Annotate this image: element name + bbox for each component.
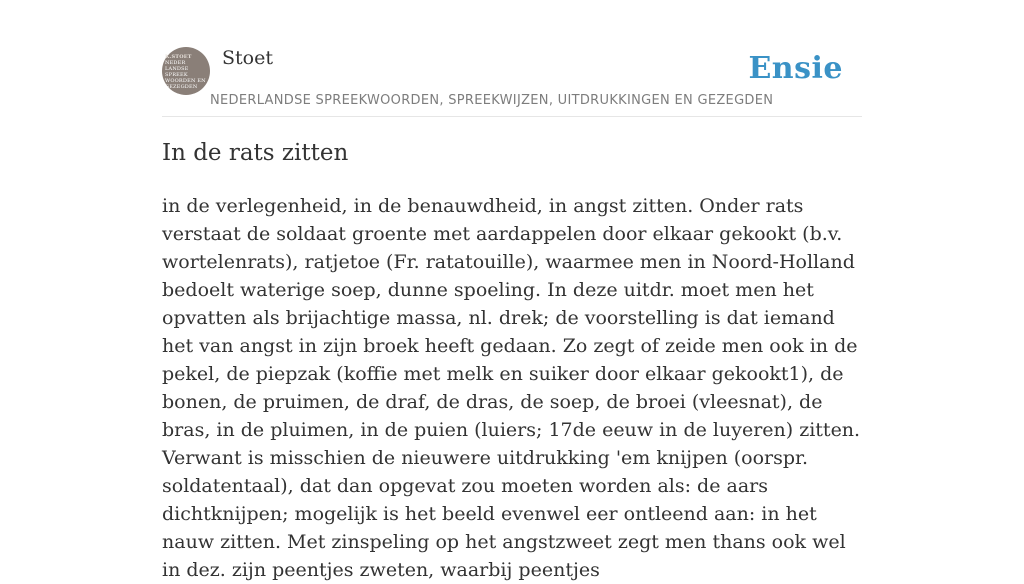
entry-body: in de verlegenheid, in de benauwdheid, in angst zitten. Onder rats verstaat de soldaat groente met aardappelen door elkaar gekookt (b.v. wortelenrats), ratjetoe (Fr. ratatouille), waarmee men in Noord-Holland bedoelt waterige soep, dunne spoeling. In deze uitdr. moet men het opvatten als brijachtige massa, nl. drek; de voorstelling is dat iemand het van angst in zijn broek heeft gedaan. Zo zegt of zeide men ook in de pekel, de piepzak (koffie met melk en suiker door elkaar gekookt1), de bonen, de pruimen, de draf, de dras, de soep, de broei (vleesnat), de bras, in de pluimen, in de puien (luiers; 17de eeuw in de luyeren) zitten. Verwant is misschien de nieuwere uitdrukking 'em knijpen (oorspr. soldatentaal), dat dan opgevat zou moeten worden als: de aars dichtknijpen; mogelijk is het beeld evenwel eer ontleend aan: in het nauw zitten. Met zinspeling op het angstzweet zegt men thans ook wel in dez. zijn peentjes zweten, waarbij peentjes [162,195,861,581]
source-header [162,46,862,117]
source-subtitle: NEDERLANDSE SPREEKWOORDEN, SPREEKWIJZEN, UITDRUKKINGEN EN GEZEGDEN [210,93,774,108]
ensie-logo-link[interactable]: Ensie [748,51,843,86]
source-avatar[interactable] [162,47,210,95]
avatar-text-line: SPREEK [165,72,188,78]
avatar-text-line: WOORDEN EN [165,78,206,84]
entry-title: In de rats zitten [162,140,349,166]
avatar-text-top: K.STOET [165,54,192,60]
source-name-link[interactable]: Stoet [222,47,273,69]
avatar-text-line: NEDER [165,60,186,66]
avatar-text-line: GEZEGDEN [165,84,198,90]
avatar-text-line: LANDSE [165,66,189,72]
